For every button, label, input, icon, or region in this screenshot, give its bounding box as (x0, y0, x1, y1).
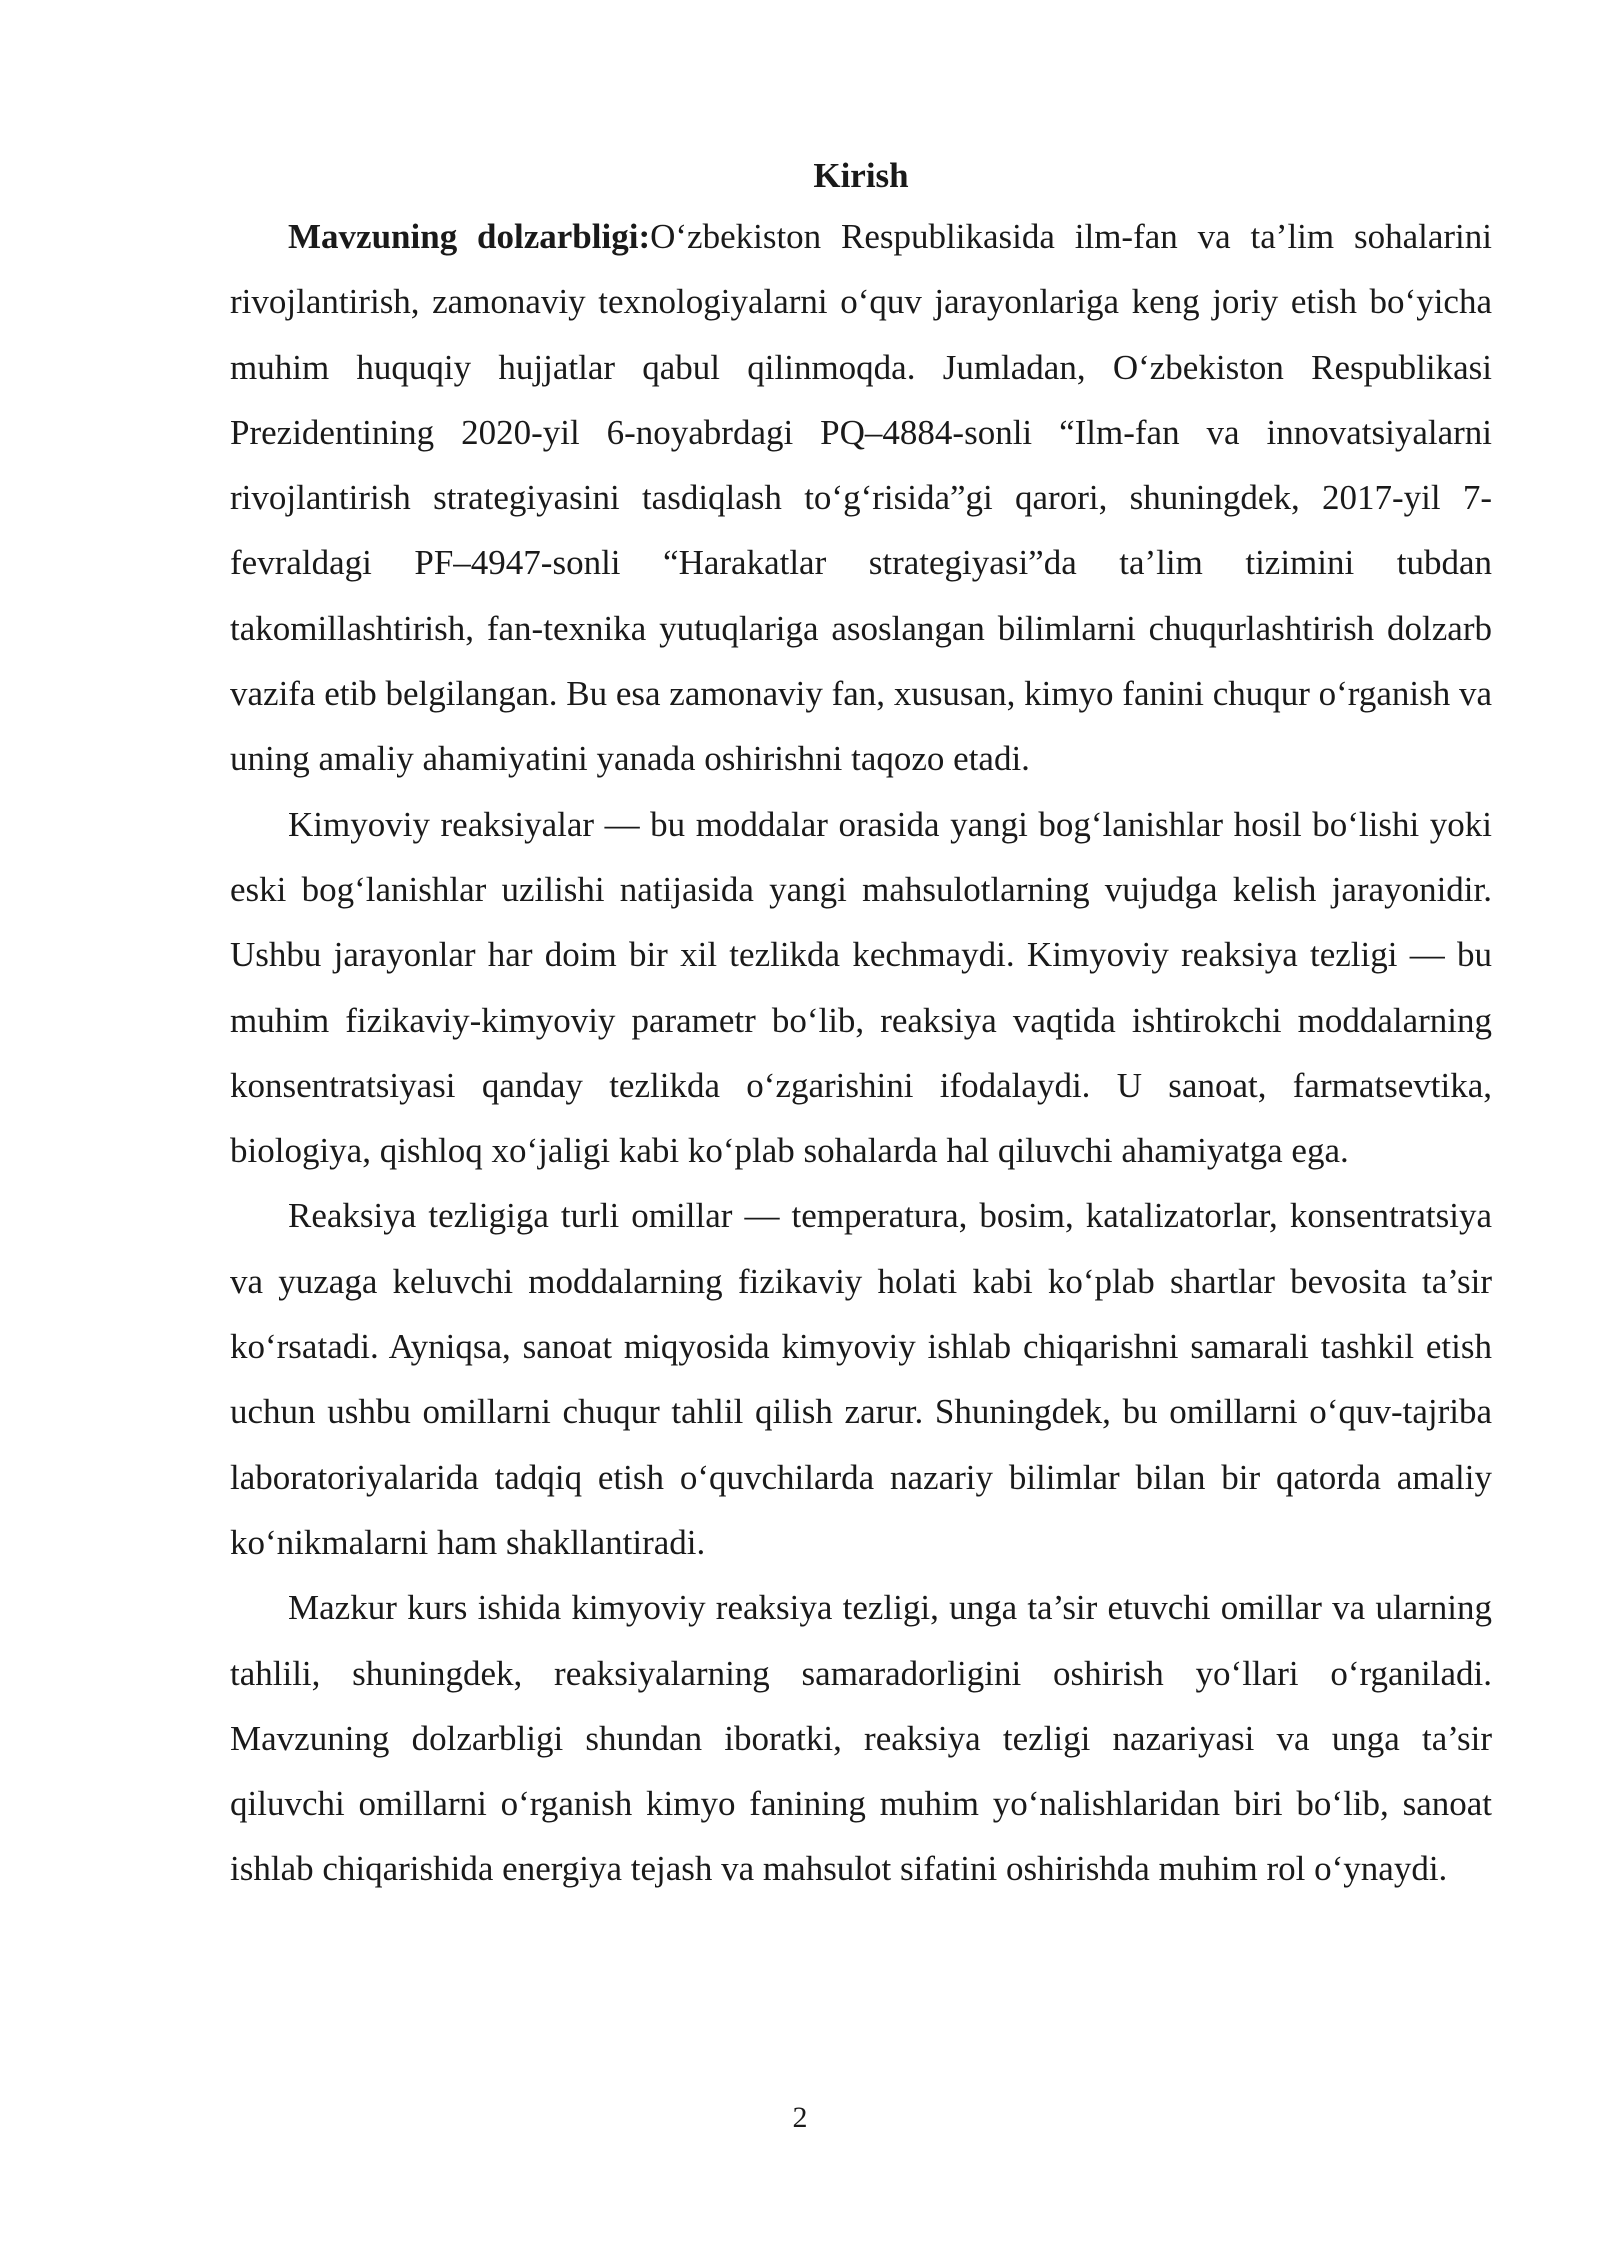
paragraph-factors: Reaksiya tezligiga turli omillar — temperatura, bosim, katalizatorlar, konsentratsiya va yuzaga keluvchi moddalarning fizikaviy holati kabi ko‘plab shartlar bevosita ta’sir ko‘rsatadi. Ayniqsa, sanoat miqyosida kimyoviy ishlab chiqarishni samarali tashkil etish uchun ushbu omillarni chuqur tahlil qilish zarur. Shuningdek, bu omillarni o‘quv-tajriba laboratoriyalarida tadqiq etish o‘quvchilarda nazariy bilimlar bilan bir qatorda amaliy ko‘nikmalarni ham shakllantiradi. (230, 1196, 1492, 1562)
page-number: 2 (792, 2101, 808, 2134)
paragraph-text: O‘zbekiston Respublikasida ilm-fan va ta’lim sohalarini rivojlantirish, zamonaviy texnologiyalarni o‘quv jarayonlariga keng joriy etish bo‘yicha muhim huquqiy hujjatlar qabul qilinmoqda. Jumladan, O‘zbekiston Respublikasi Prezidentining 2020-yil 6-noyabrdagi PQ–4884-sonli “Ilm-fan va innovatsiyalarni rivojlantirish strategiyasini tasdiqlash to‘g‘risida”gi qarori, shuningdek, 2017-yil 7-fevraldagi PF–4947-sonli “Harakatlar strategiyasi”da ta’lim tizimini tubdan takomillashtirish, fan-texnika yutuqlariga asoslangan bilimlarni chuqurlashtirish dolzarb vazifa etib belgilangan. Bu esa zamonaviy fan, xususan, kimyo fanini chuqur o‘rganish va uning amaliy ahamiyatini yanada oshirishni taqozo etadi. (230, 217, 1492, 779)
paragraph-coursework: Mazkur kurs ishida kimyoviy reaksiya tezligi, unga ta’sir etuvchi omillar va ularning tahlili, shuningdek, reaksiyalarning samaradorligini oshirish yo‘llari o‘rganiladi. Mavzuning dolzarbligi shundan iboratki, reaksiya tezligi nazariyasi va unga ta’sir qiluvchi omillarni o‘rganish kimyo fanining muhim yo‘nalishlaridan biri bo‘lib, sanoat ishlab chiqarishida energiya tejash va mahsulot sifatini oshirishda muhim rol o‘ynaydi. (230, 1588, 1492, 1889)
paragraph-reactions: Kimyoviy reaksiyalar — bu moddalar orasida yangi bog‘lanishlar hosil bo‘lishi yoki eski bog‘lanishlar uzilishi natijasida yangi mahsulotlarning vujudga kelish jarayonidir. Ushbu jarayonlar har doim bir xil tezlikda kechmaydi. Kimyoviy reaksiya tezligi — bu muhim fizikaviy-kimyoviy parametr bo‘lib, reaksiya vaqtida ishtirokchi moddalarning konsentratsiyasi qanday tezlikda o‘zgarishini ifodalaydi. U sanoat, farmatsevtika, biologiya, qishloq xo‘jaligi kabi ko‘plab sohalarda hal qiluvchi ahamiyatga ega. (230, 804, 1492, 1171)
paragraph-relevance (230, 204, 1492, 792)
intro-label: Mavzuning dolzarbligi: (288, 217, 651, 256)
document-page (230, 148, 1492, 1902)
section-heading: Kirish (813, 156, 909, 195)
